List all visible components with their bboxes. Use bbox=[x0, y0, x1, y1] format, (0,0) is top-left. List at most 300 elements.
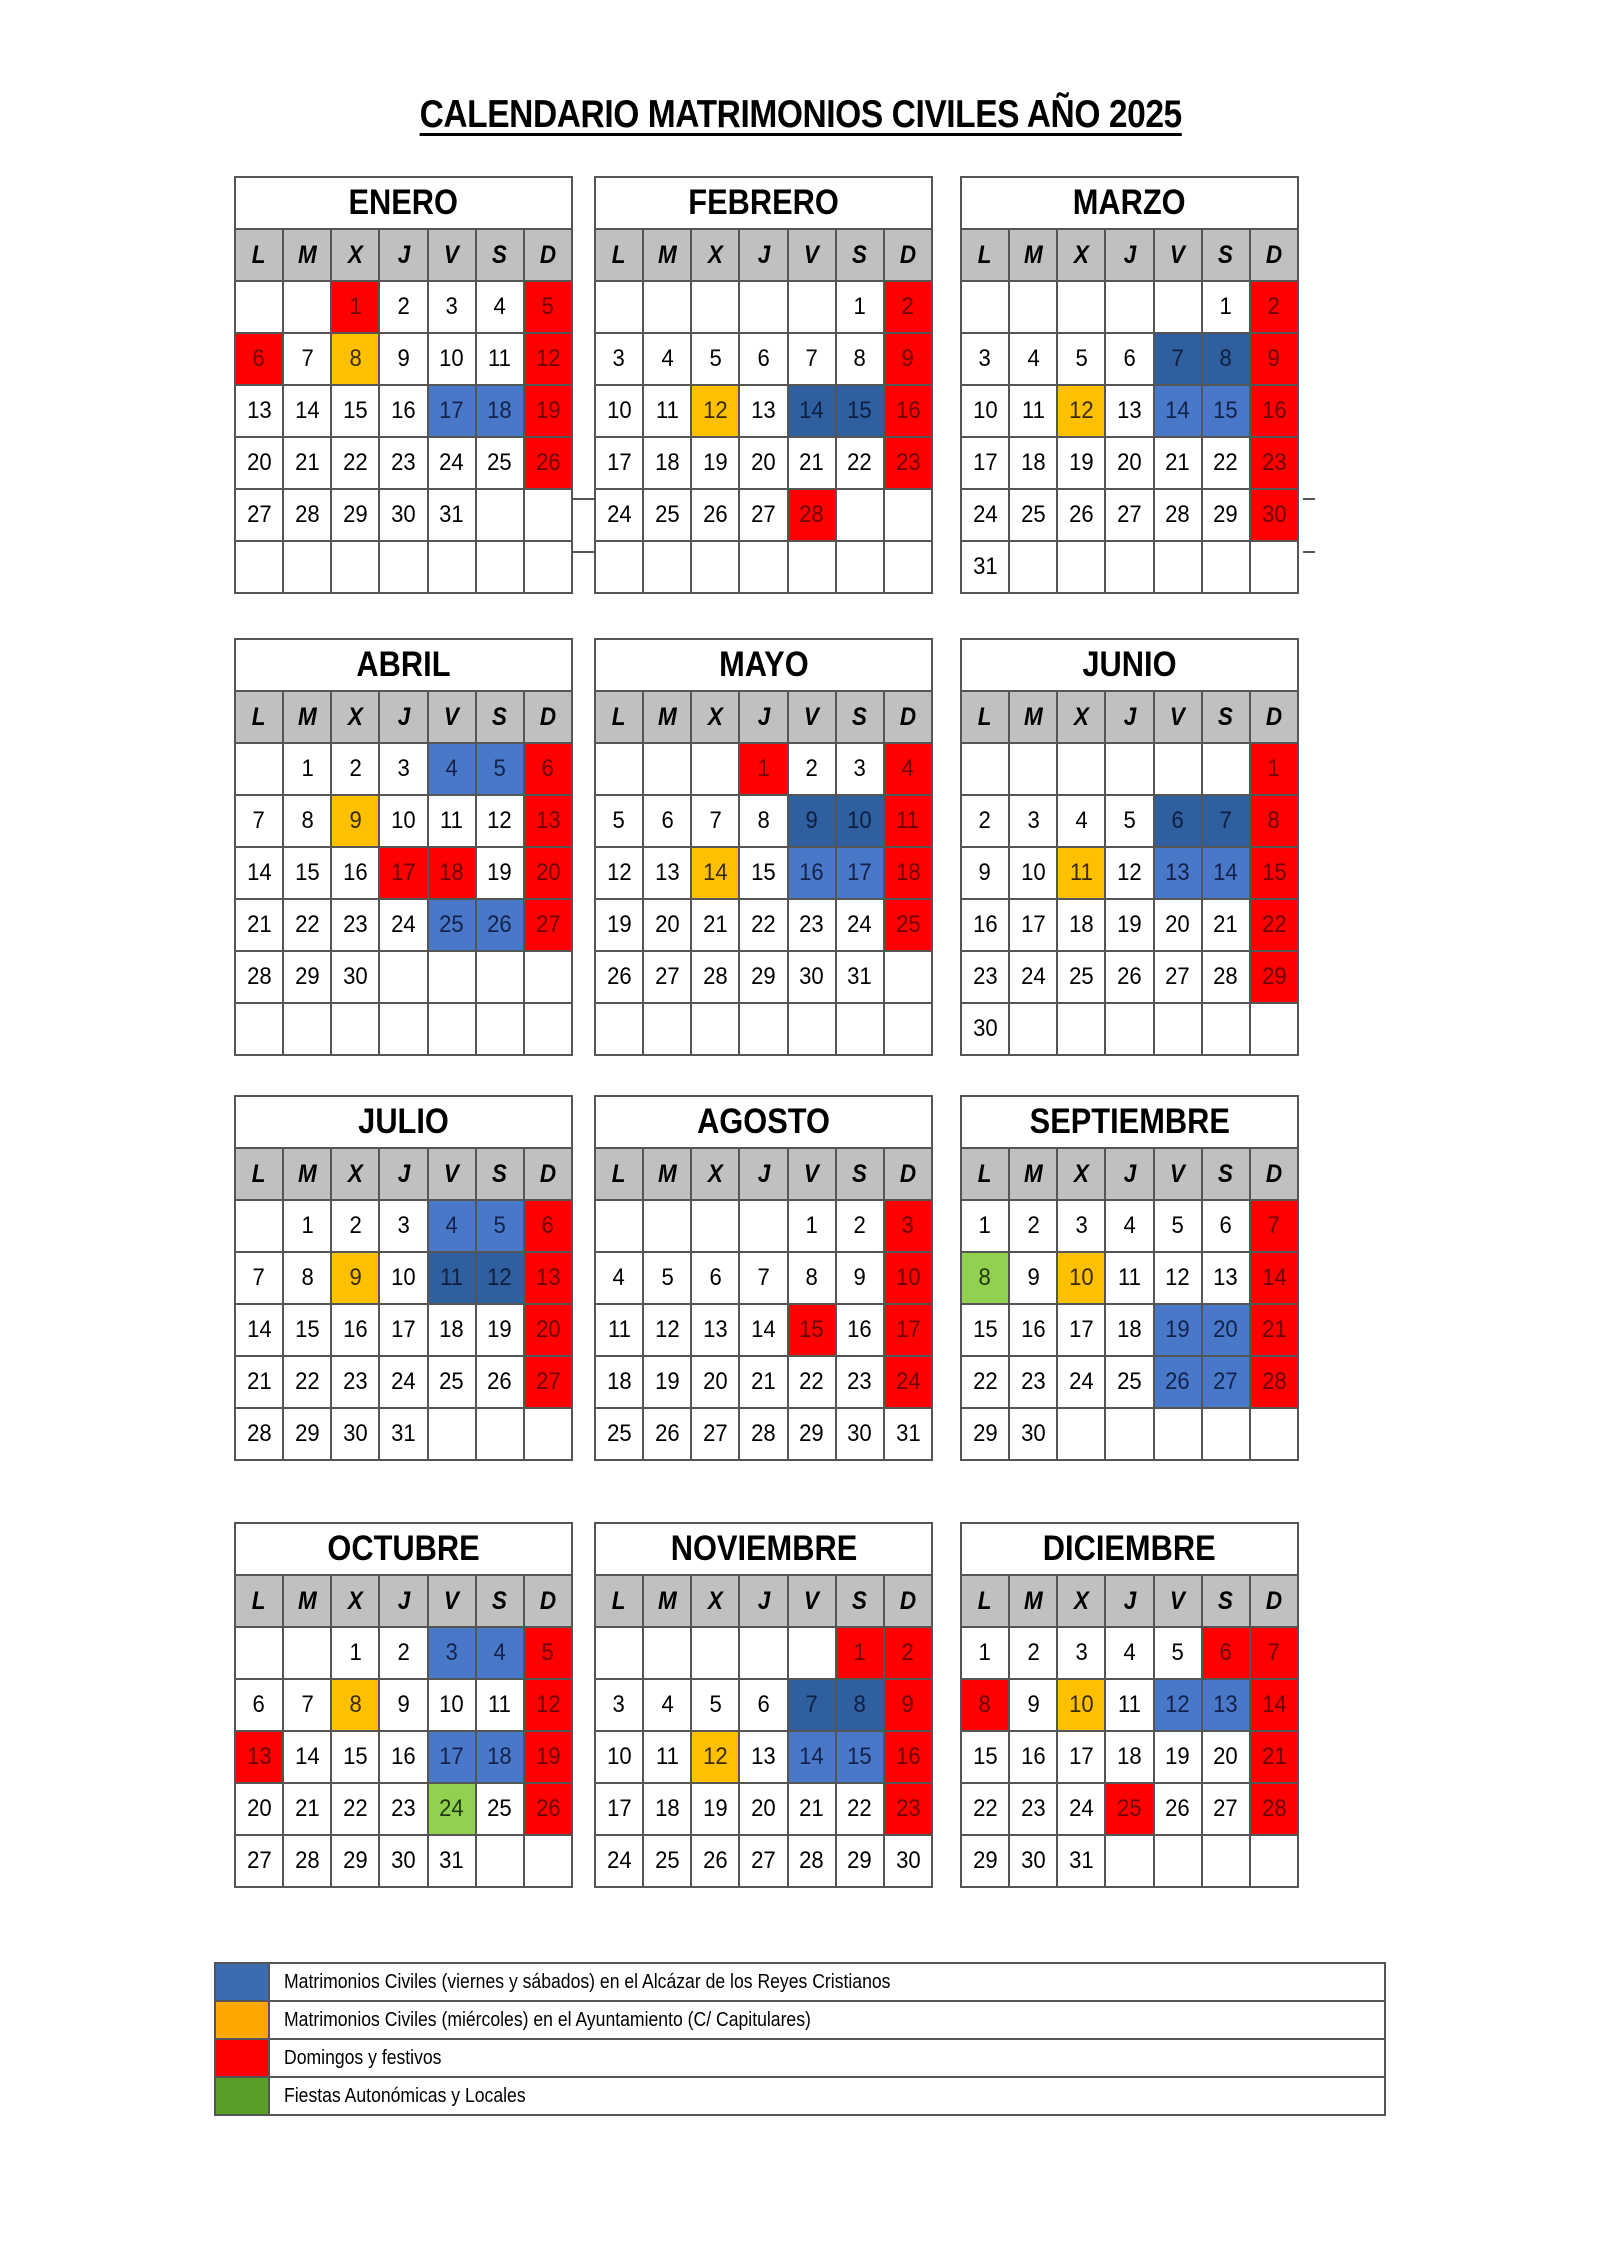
empty-cell bbox=[1105, 1835, 1153, 1887]
day-cell: 15 bbox=[961, 1731, 1009, 1783]
weekday-header: L bbox=[235, 1575, 283, 1627]
weekday-header: M bbox=[283, 229, 331, 281]
empty-cell bbox=[884, 951, 932, 1003]
weekday-header: J bbox=[379, 1148, 427, 1200]
day-cell: 10 bbox=[428, 333, 476, 385]
day-cell: 9 bbox=[1250, 333, 1298, 385]
day-cell: 28 bbox=[283, 1835, 331, 1887]
day-cell: 18 bbox=[476, 385, 524, 437]
day-cell: 2 bbox=[1009, 1627, 1057, 1679]
day-cell: 26 bbox=[1154, 1356, 1202, 1408]
empty-cell bbox=[884, 541, 932, 593]
day-cell: 30 bbox=[788, 951, 836, 1003]
month-name bbox=[235, 1523, 572, 1575]
empty-cell bbox=[739, 1003, 787, 1055]
day-cell: 28 bbox=[739, 1408, 787, 1460]
day-cell: 6 bbox=[739, 1679, 787, 1731]
week-row bbox=[961, 1627, 1298, 1679]
empty-cell bbox=[595, 281, 643, 333]
day-cell: 27 bbox=[1202, 1356, 1250, 1408]
day-cell: 10 bbox=[595, 385, 643, 437]
day-cell: 15 bbox=[961, 1304, 1009, 1356]
day-cell: 29 bbox=[739, 951, 787, 1003]
day-cell: 16 bbox=[961, 899, 1009, 951]
day-cell: 6 bbox=[1202, 1200, 1250, 1252]
day-cell: 29 bbox=[283, 1408, 331, 1460]
day-cell: 28 bbox=[235, 951, 283, 1003]
day-cell: 5 bbox=[643, 1252, 691, 1304]
day-cell: 3 bbox=[379, 743, 427, 795]
empty-cell bbox=[1009, 281, 1057, 333]
day-cell: 8 bbox=[836, 1679, 884, 1731]
empty-cell bbox=[428, 541, 476, 593]
empty-cell bbox=[235, 1200, 283, 1252]
month-name bbox=[961, 1096, 1298, 1148]
day-cell: 10 bbox=[379, 795, 427, 847]
day-cell: 19 bbox=[524, 1731, 572, 1783]
week-row bbox=[235, 489, 572, 541]
day-cell: 28 bbox=[235, 1408, 283, 1460]
day-cell: 19 bbox=[691, 1783, 739, 1835]
day-cell: 21 bbox=[788, 437, 836, 489]
day-cell: 17 bbox=[836, 847, 884, 899]
month-name bbox=[961, 639, 1298, 691]
weekday-header: D bbox=[524, 229, 572, 281]
day-cell: 14 bbox=[283, 385, 331, 437]
day-cell: 29 bbox=[788, 1408, 836, 1460]
day-cell: 25 bbox=[1057, 951, 1105, 1003]
day-cell: 6 bbox=[643, 795, 691, 847]
empty-cell bbox=[1057, 281, 1105, 333]
weekday-header: M bbox=[643, 691, 691, 743]
month-name-text: OCTUBRE bbox=[327, 1529, 480, 1568]
day-cell: 4 bbox=[595, 1252, 643, 1304]
day-cell: 28 bbox=[283, 489, 331, 541]
day-cell: 15 bbox=[788, 1304, 836, 1356]
weekday-header: J bbox=[379, 691, 427, 743]
day-cell: 18 bbox=[595, 1356, 643, 1408]
empty-cell bbox=[739, 1200, 787, 1252]
day-cell: 21 bbox=[1154, 437, 1202, 489]
day-cell: 8 bbox=[1250, 795, 1298, 847]
day-cell: 9 bbox=[884, 1679, 932, 1731]
week-row bbox=[235, 1252, 572, 1304]
week-row bbox=[235, 1003, 572, 1055]
weekday-header: M bbox=[643, 1575, 691, 1627]
day-cell: 28 bbox=[1250, 1783, 1298, 1835]
empty-cell bbox=[428, 1003, 476, 1055]
day-cell: 14 bbox=[788, 385, 836, 437]
divider-line bbox=[571, 498, 596, 500]
day-cell: 30 bbox=[379, 1835, 427, 1887]
empty-cell bbox=[1250, 1408, 1298, 1460]
weekday-header: M bbox=[283, 1575, 331, 1627]
weekday-header: J bbox=[1105, 229, 1153, 281]
weekday-header: X bbox=[691, 691, 739, 743]
day-cell: 23 bbox=[331, 1356, 379, 1408]
day-cell: 24 bbox=[428, 1783, 476, 1835]
day-cell: 20 bbox=[739, 1783, 787, 1835]
week-row bbox=[595, 1783, 932, 1835]
day-cell: 15 bbox=[331, 385, 379, 437]
day-cell: 10 bbox=[595, 1731, 643, 1783]
day-cell: 28 bbox=[1250, 1356, 1298, 1408]
day-cell: 18 bbox=[643, 1783, 691, 1835]
empty-cell bbox=[884, 1003, 932, 1055]
week-row bbox=[235, 1356, 572, 1408]
weekday-header: D bbox=[524, 1148, 572, 1200]
day-cell: 2 bbox=[788, 743, 836, 795]
day-cell: 25 bbox=[643, 1835, 691, 1887]
day-cell: 14 bbox=[235, 847, 283, 899]
day-cell: 16 bbox=[331, 847, 379, 899]
day-cell: 26 bbox=[595, 951, 643, 1003]
week-row bbox=[235, 795, 572, 847]
empty-cell bbox=[1154, 743, 1202, 795]
day-cell: 26 bbox=[1154, 1783, 1202, 1835]
day-cell: 4 bbox=[1057, 795, 1105, 847]
day-cell: 17 bbox=[1057, 1731, 1105, 1783]
empty-cell bbox=[691, 743, 739, 795]
day-cell: 1 bbox=[961, 1627, 1009, 1679]
day-cell: 19 bbox=[1105, 899, 1153, 951]
day-cell: 20 bbox=[691, 1356, 739, 1408]
weekday-header: S bbox=[836, 229, 884, 281]
day-cell: 16 bbox=[331, 1304, 379, 1356]
day-cell: 27 bbox=[1154, 951, 1202, 1003]
day-cell: 12 bbox=[691, 1731, 739, 1783]
day-cell: 4 bbox=[643, 1679, 691, 1731]
day-cell: 12 bbox=[524, 333, 572, 385]
day-cell: 21 bbox=[235, 899, 283, 951]
weekday-header: M bbox=[1009, 1575, 1057, 1627]
day-cell: 18 bbox=[1057, 899, 1105, 951]
legend-label: Matrimonios Civiles (miércoles) en el Ayuntamiento (C/ Capitulares) bbox=[269, 2001, 1385, 2039]
day-cell: 23 bbox=[379, 1783, 427, 1835]
weekday-header: X bbox=[1057, 1148, 1105, 1200]
weekday-header: D bbox=[884, 691, 932, 743]
week-row bbox=[595, 1003, 932, 1055]
weekday-header: J bbox=[739, 1148, 787, 1200]
day-cell: 26 bbox=[476, 899, 524, 951]
empty-cell bbox=[235, 281, 283, 333]
day-cell: 29 bbox=[1202, 489, 1250, 541]
day-cell: 23 bbox=[884, 1783, 932, 1835]
week-row bbox=[235, 385, 572, 437]
day-cell: 5 bbox=[1057, 333, 1105, 385]
day-cell: 18 bbox=[884, 847, 932, 899]
weekday-header: M bbox=[1009, 229, 1057, 281]
day-cell: 22 bbox=[961, 1356, 1009, 1408]
week-row bbox=[595, 1408, 932, 1460]
day-cell: 2 bbox=[836, 1200, 884, 1252]
divider-line bbox=[571, 551, 596, 553]
empty-cell bbox=[1202, 743, 1250, 795]
week-row bbox=[235, 899, 572, 951]
empty-cell bbox=[524, 1003, 572, 1055]
day-cell: 20 bbox=[739, 437, 787, 489]
day-cell: 31 bbox=[836, 951, 884, 1003]
week-row bbox=[961, 951, 1298, 1003]
empty-cell bbox=[235, 1627, 283, 1679]
week-row bbox=[961, 1252, 1298, 1304]
day-cell: 25 bbox=[428, 899, 476, 951]
empty-cell bbox=[836, 541, 884, 593]
day-cell: 27 bbox=[691, 1408, 739, 1460]
day-cell: 15 bbox=[283, 847, 331, 899]
day-cell: 14 bbox=[1202, 847, 1250, 899]
empty-cell bbox=[788, 281, 836, 333]
day-cell: 23 bbox=[1250, 437, 1298, 489]
day-cell: 29 bbox=[283, 951, 331, 1003]
day-cell: 11 bbox=[1105, 1252, 1153, 1304]
day-cell: 19 bbox=[1154, 1731, 1202, 1783]
day-cell: 30 bbox=[1009, 1408, 1057, 1460]
day-cell: 28 bbox=[788, 489, 836, 541]
day-cell: 12 bbox=[691, 385, 739, 437]
week-row bbox=[595, 1679, 932, 1731]
week-row bbox=[235, 951, 572, 1003]
day-cell: 31 bbox=[961, 541, 1009, 593]
day-cell: 7 bbox=[235, 795, 283, 847]
day-cell: 23 bbox=[836, 1356, 884, 1408]
day-cell: 1 bbox=[1250, 743, 1298, 795]
day-cell: 11 bbox=[1105, 1679, 1153, 1731]
weekday-header: D bbox=[1250, 1148, 1298, 1200]
day-cell: 13 bbox=[739, 385, 787, 437]
weekday-header: X bbox=[1057, 1575, 1105, 1627]
empty-cell bbox=[331, 1003, 379, 1055]
day-cell: 8 bbox=[739, 795, 787, 847]
day-cell: 31 bbox=[1057, 1835, 1105, 1887]
week-row bbox=[961, 1731, 1298, 1783]
day-cell: 14 bbox=[283, 1731, 331, 1783]
day-cell: 20 bbox=[1202, 1731, 1250, 1783]
month-julio bbox=[234, 1095, 573, 1461]
day-cell: 13 bbox=[739, 1731, 787, 1783]
day-cell: 20 bbox=[1202, 1304, 1250, 1356]
day-cell: 20 bbox=[524, 847, 572, 899]
day-cell: 19 bbox=[691, 437, 739, 489]
day-cell: 23 bbox=[1009, 1356, 1057, 1408]
day-cell: 19 bbox=[595, 899, 643, 951]
week-row bbox=[961, 847, 1298, 899]
weekday-header: M bbox=[643, 1148, 691, 1200]
week-row bbox=[595, 1627, 932, 1679]
day-cell: 26 bbox=[691, 489, 739, 541]
empty-cell bbox=[379, 1003, 427, 1055]
weekday-header: D bbox=[884, 1148, 932, 1200]
day-cell: 22 bbox=[961, 1783, 1009, 1835]
day-cell: 16 bbox=[379, 385, 427, 437]
week-row bbox=[961, 437, 1298, 489]
day-cell: 27 bbox=[643, 951, 691, 1003]
day-cell: 22 bbox=[836, 437, 884, 489]
day-cell: 19 bbox=[1057, 437, 1105, 489]
day-cell: 17 bbox=[961, 437, 1009, 489]
day-cell: 22 bbox=[1202, 437, 1250, 489]
weekday-header: V bbox=[428, 1575, 476, 1627]
day-cell: 18 bbox=[428, 1304, 476, 1356]
empty-cell bbox=[476, 1003, 524, 1055]
empty-cell bbox=[961, 281, 1009, 333]
day-cell: 14 bbox=[739, 1304, 787, 1356]
empty-cell bbox=[476, 489, 524, 541]
month-name bbox=[961, 1523, 1298, 1575]
empty-cell bbox=[1154, 1835, 1202, 1887]
day-cell: 10 bbox=[1057, 1252, 1105, 1304]
empty-cell bbox=[524, 1835, 572, 1887]
empty-cell bbox=[1057, 541, 1105, 593]
day-cell: 7 bbox=[1154, 333, 1202, 385]
day-cell: 5 bbox=[524, 1627, 572, 1679]
weekday-header: L bbox=[595, 1575, 643, 1627]
day-cell: 21 bbox=[235, 1356, 283, 1408]
day-cell: 12 bbox=[1154, 1252, 1202, 1304]
day-cell: 23 bbox=[379, 437, 427, 489]
empty-cell bbox=[1154, 541, 1202, 593]
day-cell: 24 bbox=[379, 1356, 427, 1408]
day-cell: 29 bbox=[961, 1408, 1009, 1460]
weekday-header: J bbox=[1105, 1148, 1153, 1200]
day-cell: 9 bbox=[961, 847, 1009, 899]
weekday-header: S bbox=[476, 691, 524, 743]
day-cell: 15 bbox=[836, 1731, 884, 1783]
day-cell: 8 bbox=[836, 333, 884, 385]
week-row bbox=[235, 847, 572, 899]
day-cell: 30 bbox=[836, 1408, 884, 1460]
day-cell: 9 bbox=[1009, 1252, 1057, 1304]
day-cell: 20 bbox=[235, 1783, 283, 1835]
day-cell: 9 bbox=[331, 795, 379, 847]
empty-cell bbox=[1105, 743, 1153, 795]
day-cell: 9 bbox=[1009, 1679, 1057, 1731]
day-cell: 20 bbox=[1154, 899, 1202, 951]
day-cell: 21 bbox=[1202, 899, 1250, 951]
empty-cell bbox=[379, 951, 427, 1003]
empty-cell bbox=[235, 1003, 283, 1055]
month-febrero bbox=[594, 176, 933, 594]
divider-line bbox=[1303, 498, 1315, 500]
day-cell: 17 bbox=[379, 1304, 427, 1356]
week-row bbox=[595, 1304, 932, 1356]
weekday-header: S bbox=[476, 1575, 524, 1627]
empty-cell bbox=[235, 541, 283, 593]
day-cell: 30 bbox=[961, 1003, 1009, 1055]
empty-cell bbox=[643, 1200, 691, 1252]
weekday-header: D bbox=[1250, 1575, 1298, 1627]
day-cell: 25 bbox=[476, 437, 524, 489]
weekday-header: V bbox=[1154, 1148, 1202, 1200]
day-cell: 6 bbox=[524, 743, 572, 795]
day-cell: 27 bbox=[1202, 1783, 1250, 1835]
day-cell: 11 bbox=[884, 795, 932, 847]
day-cell: 28 bbox=[1202, 951, 1250, 1003]
day-cell: 29 bbox=[331, 489, 379, 541]
day-cell: 1 bbox=[283, 1200, 331, 1252]
day-cell: 26 bbox=[1057, 489, 1105, 541]
day-cell: 1 bbox=[961, 1200, 1009, 1252]
day-cell: 16 bbox=[379, 1731, 427, 1783]
day-cell: 29 bbox=[836, 1835, 884, 1887]
day-cell: 10 bbox=[836, 795, 884, 847]
day-cell: 10 bbox=[428, 1679, 476, 1731]
empty-cell bbox=[961, 743, 1009, 795]
month-name-text: FEBRERO bbox=[688, 183, 839, 222]
day-cell: 7 bbox=[788, 1679, 836, 1731]
day-cell: 3 bbox=[1009, 795, 1057, 847]
day-cell: 4 bbox=[1105, 1627, 1153, 1679]
day-cell: 7 bbox=[1202, 795, 1250, 847]
legend-swatch bbox=[215, 2077, 269, 2115]
week-row bbox=[961, 541, 1298, 593]
weekday-header: S bbox=[836, 691, 884, 743]
empty-cell bbox=[739, 541, 787, 593]
day-cell: 6 bbox=[1202, 1627, 1250, 1679]
month-name bbox=[235, 639, 572, 691]
day-cell: 3 bbox=[379, 1200, 427, 1252]
weekday-header: D bbox=[1250, 229, 1298, 281]
day-cell: 3 bbox=[595, 333, 643, 385]
day-cell: 22 bbox=[283, 1356, 331, 1408]
week-row bbox=[235, 1627, 572, 1679]
week-row bbox=[595, 1731, 932, 1783]
day-cell: 6 bbox=[1154, 795, 1202, 847]
legend-item bbox=[215, 1963, 1385, 2001]
empty-cell bbox=[691, 1627, 739, 1679]
day-cell: 17 bbox=[595, 1783, 643, 1835]
day-cell: 18 bbox=[1009, 437, 1057, 489]
empty-cell bbox=[595, 1627, 643, 1679]
day-cell: 26 bbox=[524, 1783, 572, 1835]
weekday-header: X bbox=[331, 1148, 379, 1200]
week-row bbox=[235, 541, 572, 593]
month-name-text: AGOSTO bbox=[697, 1102, 830, 1141]
empty-cell bbox=[331, 541, 379, 593]
day-cell: 14 bbox=[691, 847, 739, 899]
weekday-header: X bbox=[691, 1148, 739, 1200]
day-cell: 25 bbox=[884, 899, 932, 951]
day-cell: 7 bbox=[235, 1252, 283, 1304]
weekday-header: S bbox=[1202, 1575, 1250, 1627]
empty-cell bbox=[1202, 541, 1250, 593]
day-cell: 27 bbox=[739, 1835, 787, 1887]
day-cell: 2 bbox=[331, 743, 379, 795]
weekday-header: X bbox=[331, 1575, 379, 1627]
week-row bbox=[595, 385, 932, 437]
week-row bbox=[961, 1304, 1298, 1356]
empty-cell bbox=[595, 541, 643, 593]
day-cell: 18 bbox=[643, 437, 691, 489]
day-cell: 29 bbox=[331, 1835, 379, 1887]
day-cell: 13 bbox=[235, 385, 283, 437]
empty-cell bbox=[788, 1003, 836, 1055]
day-cell: 8 bbox=[961, 1252, 1009, 1304]
day-cell: 17 bbox=[1009, 899, 1057, 951]
day-cell: 26 bbox=[476, 1356, 524, 1408]
day-cell: 1 bbox=[331, 281, 379, 333]
weekday-header: V bbox=[788, 1148, 836, 1200]
day-cell: 20 bbox=[235, 437, 283, 489]
legend-swatch bbox=[215, 2039, 269, 2077]
day-cell: 19 bbox=[524, 385, 572, 437]
day-cell: 27 bbox=[235, 489, 283, 541]
empty-cell bbox=[691, 1200, 739, 1252]
empty-cell bbox=[788, 541, 836, 593]
day-cell: 26 bbox=[643, 1408, 691, 1460]
month-name bbox=[595, 1523, 932, 1575]
month-name-text: DICIEMBRE bbox=[1043, 1529, 1216, 1568]
